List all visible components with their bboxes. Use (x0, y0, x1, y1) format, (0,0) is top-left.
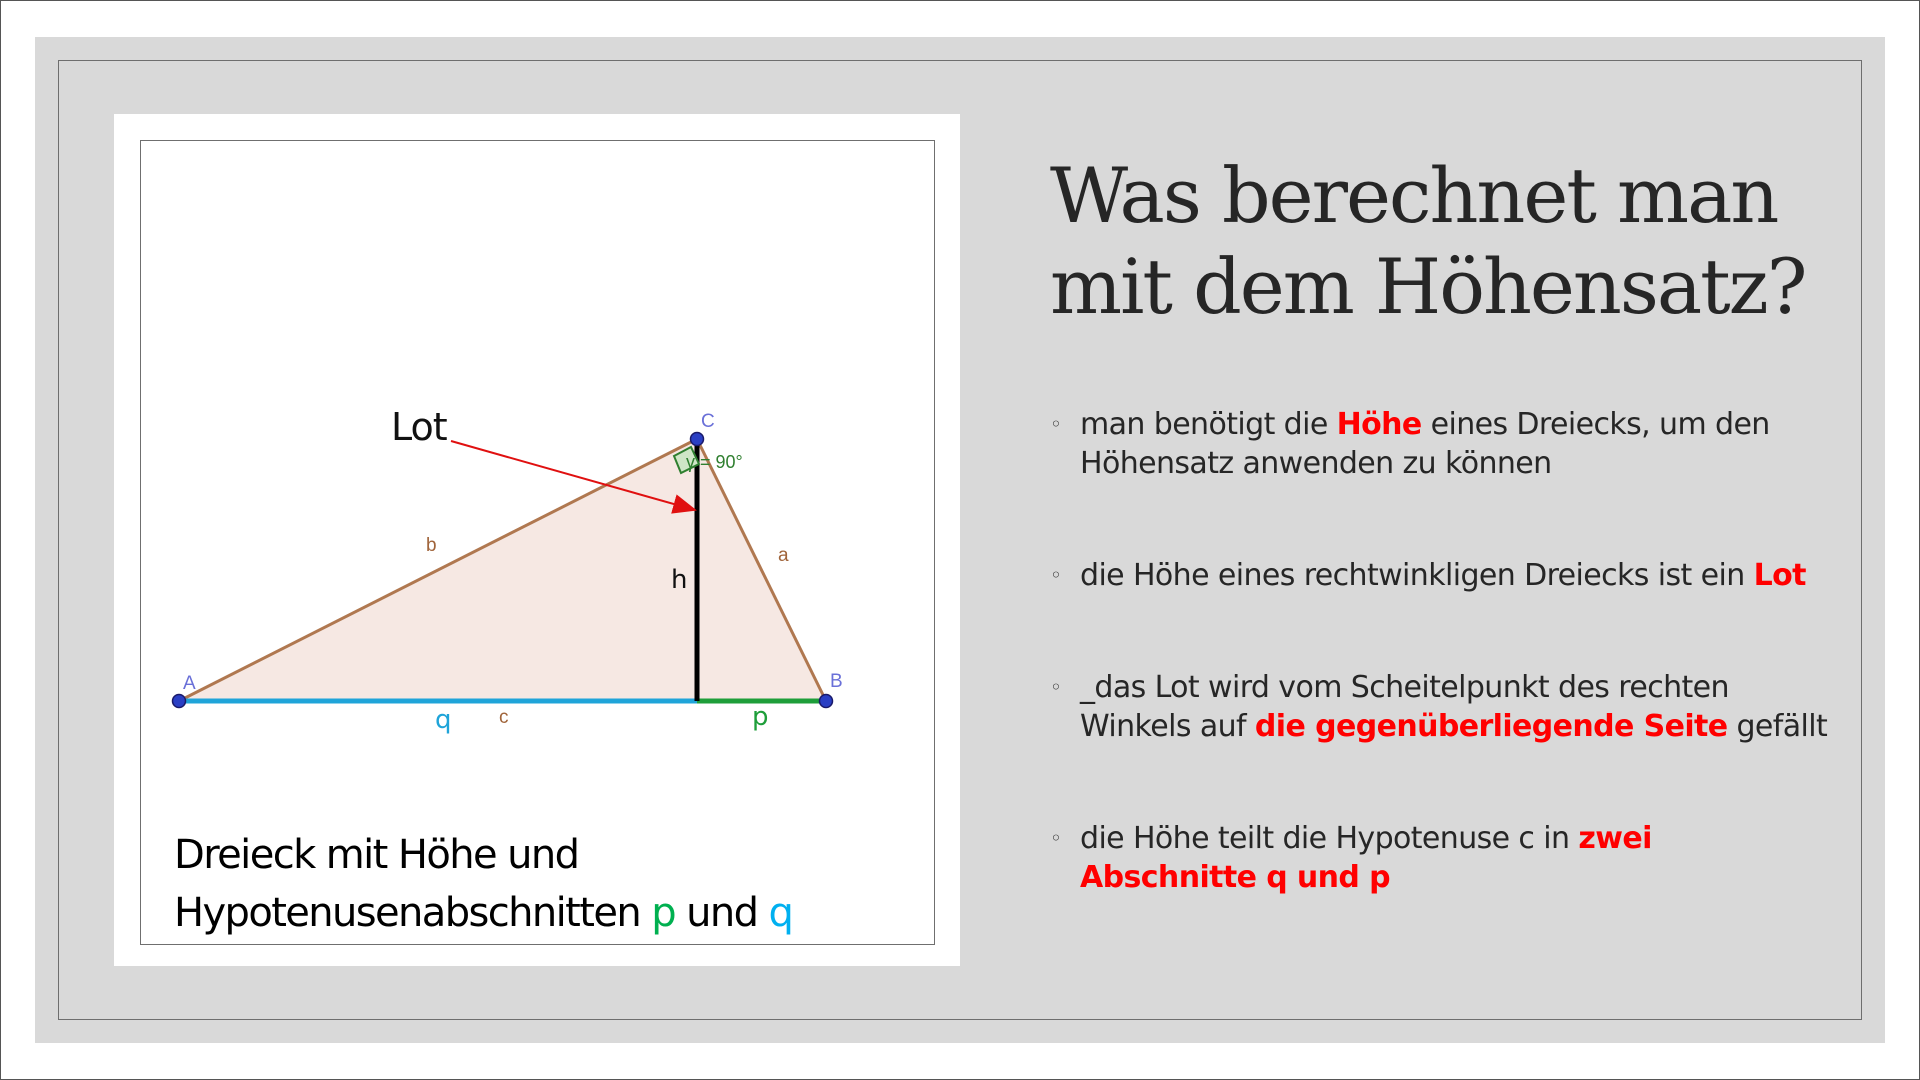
bullet-text-before: man benötigt die (1080, 407, 1337, 442)
bullet-highlight: Höhe (1336, 407, 1422, 442)
side-label-c: c (499, 707, 509, 728)
bullet-text-before: _das Lot wird vom Scheitelpunkt des rechten Winkels auf (1080, 670, 1729, 744)
bullet-list (1050, 405, 1830, 897)
bullet-marker-icon: ◦ (1050, 412, 1062, 436)
diagram-caption (174, 826, 914, 942)
bullet-highlight: die gegenüberliegende Seite (1254, 709, 1728, 744)
caption-line-1: Dreieck mit Höhe und (174, 832, 579, 878)
bullet-highlight: zwei Abschnitte q und p (1080, 821, 1652, 895)
caption-q: q (768, 890, 793, 936)
angle-label: γ = 90° (686, 452, 743, 472)
bullet-text-before: die Höhe teilt die Hypotenuse c in (1080, 821, 1579, 856)
bullet-marker-icon: ◦ (1050, 826, 1062, 850)
bullet-item (1050, 668, 1830, 746)
bullet-item (1050, 556, 1830, 595)
segment-label-q: q (435, 705, 452, 735)
bullet-text-before: die Höhe eines rechtwinkligen Dreiecks ist ein (1080, 558, 1754, 593)
bullet-item (1050, 405, 1830, 483)
bullet-item (1050, 819, 1830, 897)
bullet-highlight: Lot (1753, 558, 1806, 593)
point-label-B: B (830, 671, 843, 692)
bullet-text-after: eines Dreiecks, um den Höhensatz anwenden zu können (1080, 407, 1770, 481)
side-label-a: a (778, 545, 789, 566)
segment-label-p: p (752, 702, 769, 732)
triangle-fill (179, 439, 826, 701)
side-label-b: b (426, 535, 437, 556)
point-label-A: A (183, 673, 196, 694)
bullet-marker-icon: ◦ (1050, 563, 1062, 587)
height-label: h (671, 565, 688, 595)
caption-und: und (675, 890, 769, 936)
caption-line-2 (174, 884, 914, 942)
point-B (820, 695, 833, 708)
caption-prefix: Hypotenusenabschnitten (174, 890, 652, 936)
triangle-diagram (140, 140, 935, 945)
slide-title: Was berechnet man mit dem Höhensatz? (1050, 151, 1806, 331)
bullet-text-after: gefällt (1727, 709, 1828, 744)
bullet-marker-icon: ◦ (1050, 675, 1062, 699)
lot-label: Lot (391, 405, 447, 449)
caption-p: p (651, 890, 676, 936)
point-label-C: C (701, 411, 715, 432)
point-A (173, 695, 186, 708)
point-C (691, 433, 704, 446)
